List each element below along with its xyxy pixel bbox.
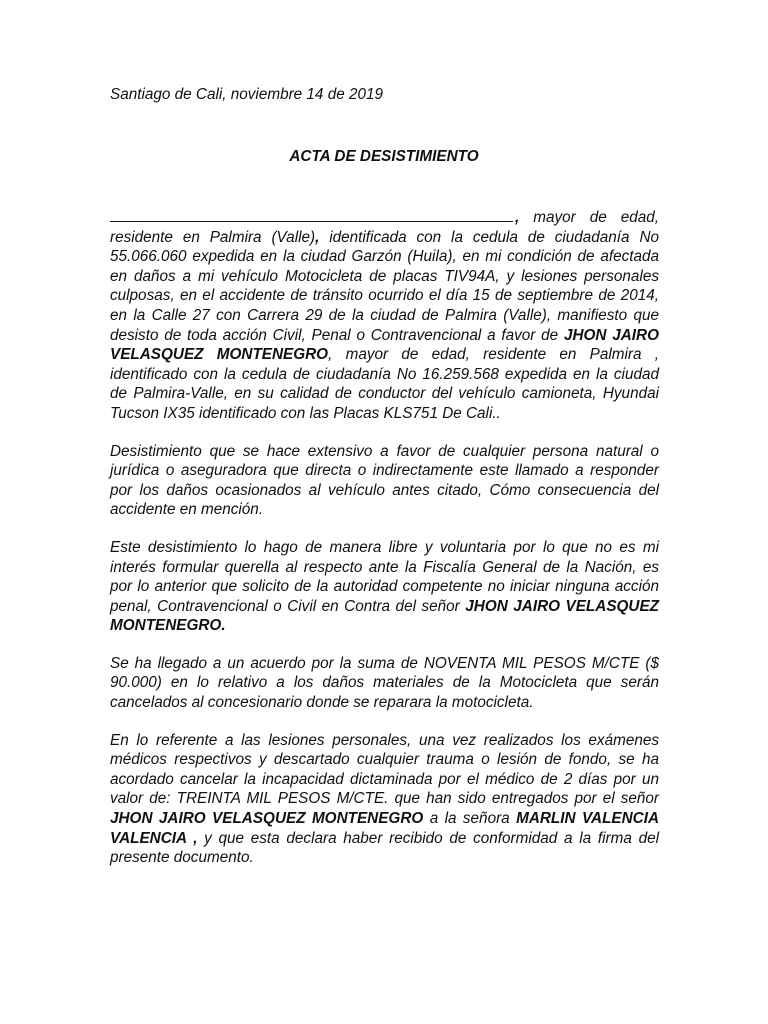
- paragraph-1-body-2: , mayor de edad, residente en Palmira , identificado con la cedula de ciudadanía No 16.259.568 expedida en la ciudad de Palmira-Valle, en su calidad de conductor del vehículo camioneta, Hyundai Tucson IX35 identificado con las Placas KLS751 De Cali..: [110, 346, 659, 422]
- signature-blank-line: [110, 207, 513, 222]
- paragraph-5-text-1: En lo referente a las lesiones personales, una vez realizados los exámenes médicos respectivos y descartado cualquier trauma o lesión de fondo, se ha acordado cancelar la incapacidad dictaminada por el médico de 2 días por un valor de: TREINTA MIL PESOS M/CTE. que han sido entregados por el señor: [110, 731, 659, 808]
- paragraph-1-body-1: identificada con la cedula de ciudadanía No 55.066.060 expedida en la ciudad Garzón (Huila), en mi condición de afectada en daños a mi vehículo Motocicleta de placas TIV94A, y lesiones personales culposas, en el accidente de tránsito ocurrido el día 15 de septiembre de 2014, en la Calle 27 con Carrera 29 de la ciudad de Palmira (Valle), manifiesto que desisto de toda acción Civil, Penal o Contravencional a favor de: [110, 228, 660, 344]
- paragraph-4: Se ha llegado a un acuerdo por la suma de NOVENTA MIL PESOS M/CTE ($ 90.000) en lo relativo a los daños materiales de la Motocicleta que serán cancelados al concesionario donde se reparara la motocicleta.: [110, 654, 659, 712]
- paragraph-1-head: mayor de edad, residente en Palmira (Valle): [110, 209, 659, 246]
- paragraph-5-text-3: y que esta declara haber recibido de conformidad a la firma del presente documento.: [110, 829, 659, 867]
- paragraph-5: [110, 731, 659, 868]
- paragraph-5-name-2: MARLIN VALENCIA VALENCIA ,: [110, 810, 660, 847]
- paragraph-5-name-1: JHON JAIRO VELASQUEZ MONTENEGRO: [110, 810, 424, 828]
- paragraph-1: , mayor de edad, residente en Palmira (Valle), identificada con la cedula de ciudadanía No 55.066.060 expedida en la ciudad Garzón (Huila), en mi condición de afectada en daños a mi vehículo Motocicleta de placas TIV94A, y lesiones personales culposas, en el accidente de tránsito ocurrido el día 15 de septiembre de 2014, en la Calle 27 con Carrera 29 de la ciudad de Palmira (Valle), manifiesto que desisto de toda acción Civil, Penal o Contravencional a favor de JHON JAIRO VELASQUEZ MONTENEGRO, mayor de edad, residente en Palmira , identificado con la cedula de ciudadanía No 16.259.568 expedida en la ciudad de Palmira-Valle, en su calidad de conductor del vehículo camioneta, Hyundai Tucson IX35 identificado con las Placas KLS751 De Cali..: [110, 209, 660, 422]
- paragraph-2: Desistimiento que se hace extensivo a favor de cualquier persona natural o jurídica o aseguradora que directa o indirectamente este llamado a responder por los daños ocasionados al vehículo antes citado, Cómo consecuencia del accidente en mención.: [110, 442, 659, 519]
- paragraph-5-text-2: a la señora: [429, 810, 510, 828]
- document-title: ACTA DE DESISTIMIENTO: [289, 148, 479, 165]
- paragraph-1-head-comma: ,: [315, 228, 320, 246]
- date-line: Santiago de Cali, noviembre 14 de 2019: [110, 86, 383, 103]
- paragraph-1-name: JHON JAIRO VELASQUEZ MONTENEGRO: [110, 326, 660, 364]
- document-body: [110, 207, 659, 886]
- paragraph-3-text: Este desistimiento lo hago de manera libre y voluntaria por lo que no es mi interés formular querella al respecto ante la Fiscalía General de la Nación, es por lo anterior que solicito de la autoridad competente no iniciar ninguna acción penal, Contravencional o Civil en Contra del señor: [110, 538, 659, 615]
- paragraph-3: [110, 538, 659, 636]
- paragraph-3-name: JHON JAIRO VELASQUEZ MONTENEGRO.: [110, 597, 660, 635]
